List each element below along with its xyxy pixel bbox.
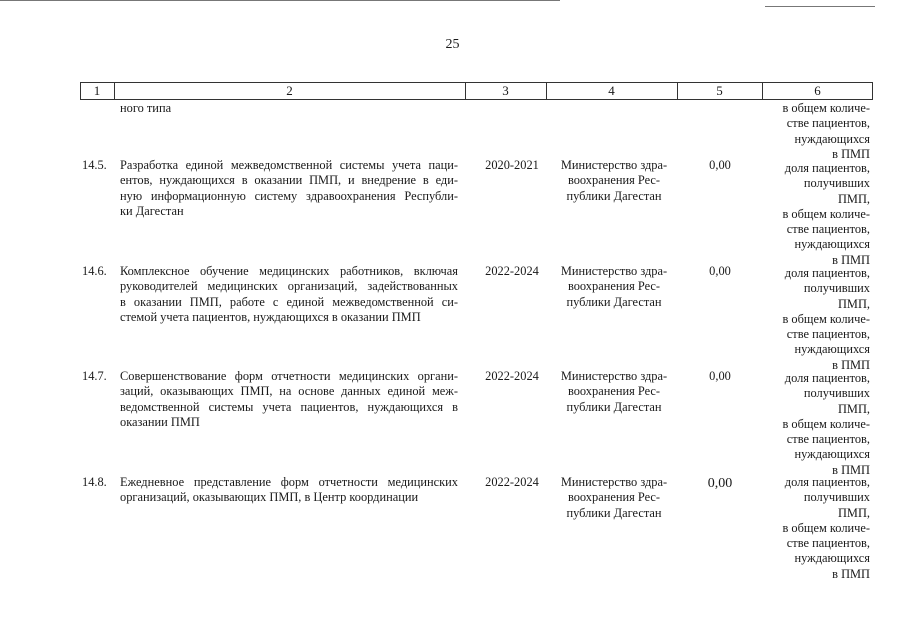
row-funding: 0,00 xyxy=(709,369,731,383)
indicator-line: нуждающихся xyxy=(794,237,870,252)
description-line: оказании ПМП xyxy=(120,414,200,429)
indicator-line: доля пациентов, xyxy=(784,371,870,385)
indicator-line: нуждающихся xyxy=(794,447,870,462)
indicator-line: в общем количе- xyxy=(782,520,870,535)
indicator-line: стве пациентов, xyxy=(786,116,870,131)
description-line: заций, оказывающих ПМП, на основе данных единой меж- xyxy=(120,384,458,399)
table-header-row xyxy=(80,82,873,100)
executor-line: публики Дагестан xyxy=(566,188,662,203)
description-line: стемой учета пациентов, нуждающихся в оказании ПМП xyxy=(120,309,421,324)
row-indicator xyxy=(758,266,870,373)
header-col-6: 6 xyxy=(814,83,821,98)
description-line: руководителей медицинских организаций, задействованных xyxy=(120,279,458,294)
executor-line: воохранения Рес- xyxy=(567,490,661,505)
row-term: 2022-2024 xyxy=(485,369,539,383)
indicator-line: нуждающихся xyxy=(794,551,870,566)
row-description xyxy=(120,475,458,506)
executor-line: воохранения Рес- xyxy=(567,384,661,399)
indicator-line: получивших xyxy=(803,176,870,191)
executor-line: Министерство здра- xyxy=(560,369,668,383)
indicator-line: нуждающихся xyxy=(794,342,870,357)
row-number: 14.7. xyxy=(82,369,107,383)
indicator-line: ПМП, xyxy=(837,401,870,416)
header-col-4: 4 xyxy=(608,83,615,98)
description-line: ведомственной системы учета пациентов, нуждающихся в xyxy=(120,399,458,414)
row-term: 2022-2024 xyxy=(485,475,539,489)
row-funding: 0,00 xyxy=(707,476,733,491)
row-indicator xyxy=(758,161,870,268)
row-description xyxy=(120,264,458,325)
description-line: ки Дагестан xyxy=(120,203,184,218)
row-executor xyxy=(552,158,676,204)
description-line: в оказании ПМП, работе с единой межведомственной си- xyxy=(120,294,458,309)
page-number: 25 xyxy=(445,37,460,52)
indicator-line: ПМП, xyxy=(837,191,870,206)
executor-line: публики Дагестан xyxy=(566,399,662,414)
row-indicator xyxy=(758,371,870,478)
executor-line: Министерство здра- xyxy=(560,158,668,172)
header-col-1: 1 xyxy=(93,83,101,98)
row-executor xyxy=(552,264,676,310)
description-line: Комплексное обучение медицинских работников, включая xyxy=(120,264,458,278)
row-description xyxy=(120,369,458,430)
indicator-line: в общем количе- xyxy=(782,416,870,431)
header-col-3: 3 xyxy=(502,83,509,98)
indicator-line: в ПМП xyxy=(832,357,870,372)
indicator-line: стве пациентов, xyxy=(786,536,870,551)
indicator-line: доля пациентов, xyxy=(784,266,870,280)
indicator-line: ПМП, xyxy=(837,505,870,520)
header-col-2: 2 xyxy=(286,83,293,98)
indicator-line: в ПМП xyxy=(832,462,870,477)
executor-line: воохранения Рес- xyxy=(567,279,661,294)
indicator-line: получивших xyxy=(803,281,870,296)
row-number: 14.5. xyxy=(82,158,107,172)
executor-line: Министерство здра- xyxy=(560,475,668,489)
row-term: 2022-2024 xyxy=(485,264,539,278)
indicator-line: в общем количе- xyxy=(782,206,870,221)
indicator-line: доля пациентов, xyxy=(784,161,870,175)
row-term: 2020-2021 xyxy=(485,158,539,172)
indicator-line: стве пациентов, xyxy=(786,222,870,237)
indicator-line: в ПМП xyxy=(832,252,870,267)
carryover-description: ного типа xyxy=(120,101,172,115)
indicator-line: стве пациентов, xyxy=(786,327,870,342)
carryover-indicator xyxy=(758,101,870,162)
top-edge-line-right xyxy=(765,6,875,7)
row-description xyxy=(120,158,458,219)
executor-line: публики Дагестан xyxy=(566,294,662,309)
executor-line: публики Дагестан xyxy=(566,505,662,520)
header-col-5: 5 xyxy=(716,83,723,98)
indicator-line: в общем количе- xyxy=(782,101,870,115)
description-line: Совершенствование форм отчетности медицинских органи- xyxy=(120,369,458,383)
indicator-line: получивших xyxy=(803,386,870,401)
description-line: ную информационную систему здравоохранения Республи- xyxy=(120,188,458,203)
row-funding: 0,00 xyxy=(709,264,731,278)
executor-line: воохранения Рес- xyxy=(567,173,661,188)
indicator-line: в ПМП xyxy=(832,566,870,581)
indicator-line: получивших xyxy=(803,490,870,505)
row-number: 14.6. xyxy=(82,264,107,278)
row-funding: 0,00 xyxy=(709,158,731,172)
indicator-line: в ПМП xyxy=(832,146,870,161)
row-executor xyxy=(552,369,676,415)
top-edge-line-left xyxy=(0,0,560,1)
header-divider xyxy=(872,83,873,99)
description-line: организаций, оказывающих ПМП, в Центр координации xyxy=(120,490,419,505)
executor-line: Министерство здра- xyxy=(560,264,668,278)
indicator-line: в общем количе- xyxy=(782,311,870,326)
row-number: 14.8. xyxy=(82,475,107,489)
row-indicator xyxy=(758,475,870,582)
description-line: Разработка единой межведомственной системы учета паци- xyxy=(120,158,458,172)
indicator-line: доля пациентов, xyxy=(784,475,870,489)
indicator-line: ПМП, xyxy=(837,296,870,311)
description-line: Ежедневное представление форм отчетности медицинских xyxy=(120,475,458,489)
description-line: ентов, нуждающихся в оказании ПМП, и внедрение в еди- xyxy=(120,173,458,188)
indicator-line: нуждающихся xyxy=(794,131,870,146)
row-executor xyxy=(552,475,676,521)
indicator-line: стве пациентов, xyxy=(786,432,870,447)
